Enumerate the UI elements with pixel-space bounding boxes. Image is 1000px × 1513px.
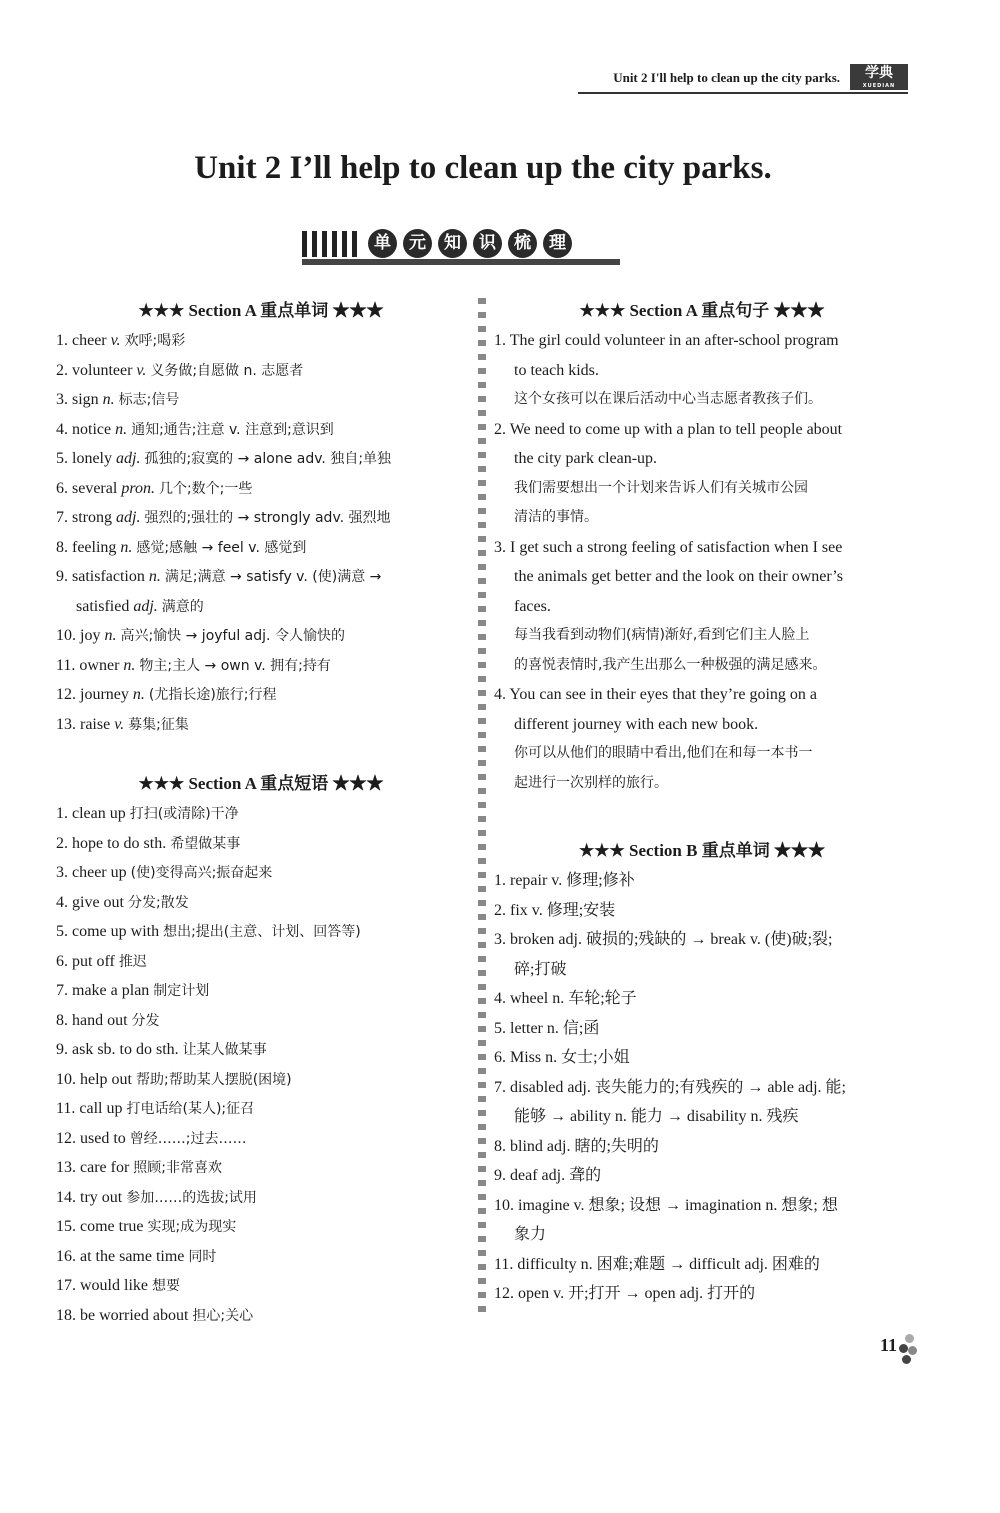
words-list [494, 866, 910, 1309]
list-item [56, 888, 466, 918]
english-sentence: We need to come up with a plan to tell people about [509, 420, 843, 438]
chinese-translation: 这个女孩可以在课后活动中心当志愿者教孩子们。 [514, 391, 822, 407]
list-item [56, 503, 466, 533]
chinese-meaning: 孤独的;寂寞的 → alone adv. 独自;单独 [144, 451, 392, 467]
chinese-meaning: 推迟 [118, 953, 147, 970]
english-phrase: care for [80, 1159, 130, 1176]
item-number: 3. [56, 391, 68, 408]
word-entry: disabled adj. 丧失能力的;有残疾的 → able adj. 能; [510, 1078, 846, 1096]
part-of-speech: n. [102, 391, 115, 408]
word-entry: 象力 [514, 1226, 547, 1243]
column-divider [478, 298, 486, 1318]
list-item [494, 1250, 910, 1280]
sentence-line [494, 680, 910, 710]
part-of-speech: v. [136, 361, 147, 379]
item-number: 10. [494, 1196, 514, 1214]
english-phrase: help out [80, 1070, 132, 1088]
item-number: 3. [56, 864, 68, 881]
list-item [56, 356, 466, 386]
english-sentence: different journey with each new book. [514, 715, 759, 733]
item-number: 2. [56, 834, 68, 852]
list-item [56, 651, 466, 681]
list-item [56, 562, 466, 592]
english-phrase: call up [79, 1100, 123, 1117]
sentence-line [494, 444, 910, 474]
list-item [56, 829, 466, 859]
banner-char: 知 [438, 229, 467, 258]
english-phrase: used to [80, 1129, 126, 1147]
chinese-meaning: 高兴;愉快 → joyful adj. 令人愉快的 [120, 628, 345, 644]
english-phrase: at the same time [80, 1247, 185, 1265]
item-number: 12. [56, 1129, 76, 1147]
chinese-meaning: 感觉;感触 → feel v. 感觉到 [136, 539, 307, 556]
list-item [56, 1035, 466, 1065]
chinese-meaning: 曾经……;过去…… [129, 1130, 247, 1147]
word-entry: imagine v. 想象; 设想 → imagination n. 想象; 想 [518, 1196, 838, 1214]
english-word: sign [72, 391, 99, 408]
english-sentence: the animals get better and the look on their owner’s [514, 568, 843, 585]
english-phrase: cheer up [72, 864, 127, 881]
banner-char: 元 [403, 229, 432, 258]
english-word: lonely [72, 450, 112, 467]
english-word: owner [79, 656, 120, 674]
left-column [56, 296, 466, 1330]
list-item [56, 1065, 466, 1095]
list-item [494, 955, 910, 985]
word-entry: broken adj. 破损的;残缺的 → break v. (使)破;裂; [510, 931, 833, 948]
english-phrase: come true [80, 1218, 144, 1235]
list-item [56, 415, 466, 445]
word-entry: difficulty n. 困难;难题 → difficult adj. 困难的 [517, 1255, 820, 1273]
item-number: 2. [494, 420, 506, 438]
list-item [56, 1094, 466, 1124]
part-of-speech: n. [123, 656, 136, 674]
part-of-speech: adj. [133, 597, 158, 615]
english-sentence: to teach kids. [514, 361, 599, 379]
words-list [56, 326, 466, 739]
word-entry: letter n. 信;函 [510, 1019, 600, 1037]
item-number: 11. [494, 1255, 514, 1273]
list-item [56, 858, 466, 888]
english-sentence: faces. [514, 597, 551, 615]
part-of-speech: n. [115, 420, 128, 438]
item-number: 4. [56, 893, 68, 911]
list-item [56, 474, 466, 504]
item-number: 12. [56, 686, 76, 703]
item-number: 7. [56, 982, 68, 999]
sentence-line [494, 592, 910, 622]
english-sentence: the city park clean-up. [514, 450, 658, 467]
chinese-meaning: 照顾;非常喜欢 [133, 1160, 223, 1176]
chinese-meaning: 实现;成为现实 [147, 1219, 237, 1235]
banner-char: 理 [543, 229, 572, 258]
item-number: 10. [56, 1070, 76, 1088]
chinese-meaning: 物主;主人 → own v. 拥有;持有 [139, 657, 331, 674]
english-phrase: would like [80, 1277, 148, 1294]
english-word: feeling [72, 538, 117, 556]
part-of-speech: v. [114, 715, 125, 733]
item-number: 12. [494, 1285, 514, 1302]
english-phrase: give out [72, 893, 124, 911]
list-item [56, 385, 466, 415]
item-number: 11. [56, 1100, 76, 1117]
english-phrase: put off [72, 952, 115, 970]
list-item [56, 1183, 466, 1213]
list-item [56, 533, 466, 563]
item-number: 9. [494, 1167, 506, 1184]
chinese-translation: 每当我看到动物们(病情)渐好,看到它们主人脸上 [514, 627, 810, 643]
sentence-line [494, 326, 910, 356]
item-number: 4. [494, 990, 506, 1007]
item-number: 6. [56, 952, 68, 970]
item-number: 1. [494, 872, 506, 889]
item-number: 7. [56, 509, 68, 526]
part-of-speech: n. [120, 538, 133, 556]
chinese-meaning: 分发 [131, 1012, 160, 1029]
english-phrase: make a plan [72, 982, 150, 999]
list-item [494, 896, 910, 926]
chinese-meaning: 打扫(或清除)干净 [129, 806, 239, 822]
item-number: 11. [56, 656, 76, 674]
sentences-list [494, 326, 910, 798]
item-number: 5. [56, 923, 68, 940]
chinese-meaning: 募集;征集 [128, 716, 189, 733]
english-phrase: hand out [72, 1011, 128, 1029]
section-heading: ★★★ Section B 重点单词 ★★★ [579, 841, 825, 860]
chinese-meaning: 担心;关心 [192, 1307, 254, 1324]
item-number: 1. [56, 805, 68, 822]
section-heading: ★★★ Section A 重点短语 ★★★ [138, 774, 384, 793]
english-phrase: be worried about [80, 1306, 189, 1324]
english-word: satisfaction [72, 568, 145, 585]
chinese-meaning: 欢呼;喝彩 [124, 333, 186, 349]
list-item [56, 1006, 466, 1036]
english-word: volunteer [72, 361, 133, 379]
chinese-meaning: 同时 [188, 1248, 217, 1265]
list-item [494, 1220, 910, 1250]
item-number: 13. [56, 715, 76, 733]
item-number: 5. [494, 1019, 506, 1037]
sentence-line [494, 533, 910, 563]
list-item [494, 1191, 910, 1221]
item-number: 15. [56, 1218, 76, 1235]
running-header [578, 66, 908, 94]
page-ornament [896, 1334, 916, 1366]
english-phrase: hope to do sth. [72, 834, 167, 852]
list-item [56, 680, 466, 710]
item-number: 14. [56, 1188, 76, 1206]
list-item [56, 1124, 466, 1154]
item-number: 1. [56, 332, 68, 349]
english-phrase: come up with [72, 923, 160, 940]
banner-char: 识 [473, 229, 502, 258]
part-of-speech: pron. [121, 479, 155, 497]
list-item [56, 1212, 466, 1242]
sentence-line [494, 562, 910, 592]
chinese-translation: 的喜悦表情时,我产生出那么一种极强的满足感来。 [514, 656, 827, 673]
list-item [56, 1271, 466, 1301]
part-of-speech: n. [148, 568, 161, 585]
word-entry: deaf adj. 聋的 [510, 1167, 602, 1184]
part-of-speech: v. [110, 332, 121, 349]
english-phrase: ask sb. to do sth. [72, 1041, 179, 1058]
list-item [494, 1014, 910, 1044]
item-number: 6. [56, 479, 68, 497]
item-number: 17. [56, 1277, 76, 1294]
list-item [56, 1153, 466, 1183]
item-number: 2. [494, 901, 506, 919]
list-item [494, 1043, 910, 1073]
chinese-meaning: 标志;信号 [118, 392, 180, 408]
word-entry: open v. 开;打开 → open adj. 打开的 [518, 1285, 756, 1302]
item-number: 18. [56, 1306, 76, 1324]
word-entry: 碎;打破 [514, 960, 567, 978]
chinese-meaning: 通知;通告;注意 v. 注意到;意识到 [131, 421, 334, 438]
item-number: 3. [494, 538, 506, 556]
chinese-translation: 我们需要想出一个计划来告诉人们有关城市公园 [514, 479, 808, 496]
chinese-meaning: 强烈的;强壮的 → strongly adv. 强烈地 [144, 510, 391, 526]
english-sentence: You can see in their eyes that they’re going on a [509, 686, 818, 703]
right-column [494, 296, 910, 1309]
item-number: 2. [56, 361, 68, 379]
list-item [56, 444, 466, 474]
banner-char: 梳 [508, 229, 537, 258]
english-sentence: The girl could volunteer in an after-school program [509, 332, 839, 349]
chinese-meaning: 让某人做某事 [182, 1042, 267, 1058]
chinese-meaning: (使)变得高兴;振奋起来 [130, 865, 273, 881]
item-number: 6. [494, 1049, 506, 1066]
item-number: 3. [494, 931, 506, 948]
item-number: 9. [56, 1041, 68, 1058]
banner-char: 单 [368, 229, 397, 258]
unit-title: Unit 2 I’ll help to clean up the city parks. [194, 150, 772, 186]
word-entry: 能够 → ability n. 能力 → disability n. 残疾 [514, 1108, 799, 1125]
list-item [56, 592, 466, 622]
list-item [56, 1301, 466, 1331]
part-of-speech: n. [132, 686, 145, 703]
item-number: 1. [494, 332, 506, 349]
chinese-meaning: (尤指长途)旅行;行程 [148, 687, 277, 703]
english-word: raise [80, 715, 111, 733]
chinese-meaning: 义务做;自愿做 n. 志愿者 [150, 362, 304, 379]
list-item [494, 1161, 910, 1191]
part-of-speech: adj. [116, 509, 141, 526]
english-sentence: I get such a strong feeling of satisfaction when I see [510, 538, 843, 556]
chinese-meaning: 满足;满意 → satisfy v. (使)满意 → [164, 569, 382, 585]
banner-bars [302, 231, 362, 257]
chinese-translation: 起进行一次别样的旅行。 [514, 774, 668, 791]
list-item [56, 326, 466, 356]
part-of-speech: adj. [116, 450, 141, 467]
publisher-logo: 学典 XUEDIAN [850, 64, 908, 90]
chinese-meaning: 几个;数个;一些 [158, 480, 253, 497]
list-item [56, 621, 466, 651]
running-title: Unit 2 I'll help to clean up the city parks. [613, 70, 840, 85]
chinese-meaning: 想出;提出(主意、计划、回答等) [163, 924, 361, 940]
word-entry: blind adj. 瞎的;失明的 [510, 1137, 659, 1155]
english-word: strong [72, 509, 112, 526]
item-number: 4. [56, 420, 68, 438]
page-number: 11 [880, 1335, 898, 1355]
english-word: several [72, 479, 118, 497]
word-entry: Miss n. 女士;小姐 [510, 1049, 630, 1066]
english-word: satisfied [76, 597, 130, 615]
english-phrase: clean up [72, 805, 126, 822]
list-item [56, 710, 466, 740]
english-phrase: try out [80, 1188, 123, 1206]
sentence-line [494, 356, 910, 386]
item-number: 8. [56, 538, 68, 556]
part-of-speech: n. [104, 627, 117, 644]
item-number: 10. [56, 627, 76, 644]
english-word: cheer [72, 332, 107, 349]
item-number: 8. [56, 1011, 68, 1029]
item-number: 5. [56, 450, 68, 467]
list-item [56, 917, 466, 947]
list-item [56, 947, 466, 977]
list-item [56, 1242, 466, 1272]
chinese-meaning: 制定计划 [153, 983, 210, 999]
item-number: 8. [494, 1137, 506, 1155]
phrases-list [56, 799, 466, 1330]
list-item [494, 925, 910, 955]
list-item [494, 1073, 910, 1103]
item-number: 9. [56, 568, 68, 585]
word-entry: repair v. 修理;修补 [510, 872, 635, 889]
chinese-meaning: 参加……的选拔;试用 [126, 1189, 257, 1206]
chinese-meaning: 分发;散发 [128, 894, 189, 911]
sentence-line [494, 710, 910, 740]
item-number: 13. [56, 1159, 76, 1176]
section-heading: ★★★ Section A 重点单词 ★★★ [138, 301, 384, 320]
word-entry: wheel n. 车轮;轮子 [510, 990, 637, 1007]
english-word: journey [80, 686, 129, 703]
item-number: 16. [56, 1247, 76, 1265]
list-item [56, 976, 466, 1006]
chinese-meaning: 希望做某事 [170, 835, 241, 852]
section-banner [302, 227, 620, 267]
list-item [56, 799, 466, 829]
chinese-translation: 清洁的事情。 [514, 509, 598, 525]
section-heading: ★★★ Section A 重点句子 ★★★ [579, 301, 825, 320]
banner-strip [302, 259, 620, 265]
word-entry: fix v. 修理;安装 [510, 901, 616, 919]
english-word: joy [80, 627, 101, 644]
chinese-meaning: 满意的 [161, 598, 204, 615]
chinese-meaning: 打电话给(某人);征召 [126, 1101, 255, 1117]
item-number: 7. [494, 1078, 506, 1096]
sentence-line [494, 415, 910, 445]
chinese-translation: 你可以从他们的眼睛中看出,他们在和每一本书一 [514, 745, 813, 761]
item-number: 4. [494, 686, 506, 703]
list-item [494, 866, 910, 896]
english-word: notice [72, 420, 112, 438]
list-item [494, 1132, 910, 1162]
list-item [494, 984, 910, 1014]
chinese-meaning: 想要 [152, 1278, 180, 1294]
list-item [494, 1279, 910, 1309]
chinese-meaning: 帮助;帮助某人摆脱(困境) [136, 1071, 292, 1088]
list-item [494, 1102, 910, 1132]
